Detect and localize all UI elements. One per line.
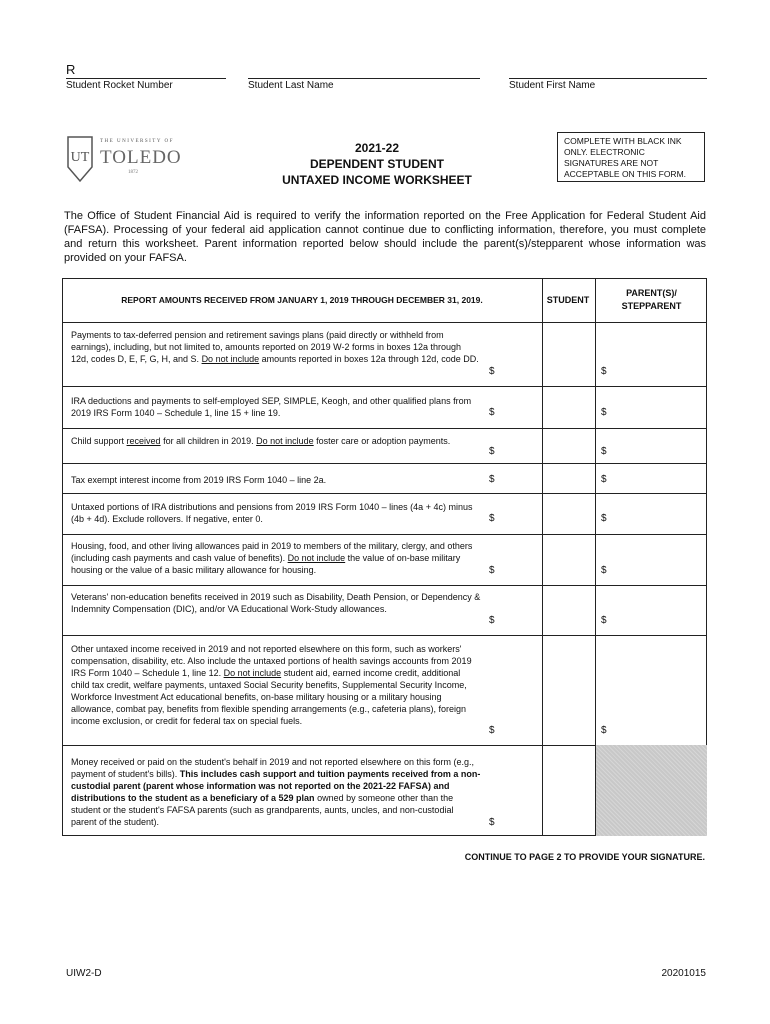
form-title [262, 140, 492, 188]
student-amount-9[interactable]: $ [489, 817, 495, 828]
title-year: 2021-22 [354, 141, 400, 155]
row-other-untaxed-income: Other untaxed income received in 2019 and not reported elsewhere on this form, such as workers' compensation, disability, etc. Also include the untaxed portions of health savings accounts from 2019 IRS Form 1040 – Schedule 1, line 12. Do not include student aid, earned income credit, additional child tax credit, welfare payments, untaxed Social Security benefits, Supplemental Security Income, Workforce Investment Act educational benefits, on-base military housing or a military housing allowance, combat pay, benefits from flexible spending arrangements (e.g., cafeteria plans), foreign income exclusion, or credit for federal tax on special fuels. [71, 644, 472, 726]
parent-amount-1[interactable]: $ [601, 366, 607, 377]
logo-name: TOLEDO [100, 147, 182, 168]
intro-paragraph: The Office of Student Financial Aid is required to verify the information reported on the Free Application for Federal Student Aid (FAFSA). Processing of your federal aid application cannot continue due to conflicting information, therefore, you must complete and return this worksheet. Parent information reported below should include the parent(s)/stepparent whose information was provided on your FAFSA. [64, 210, 706, 264]
rocket-number-field[interactable] [66, 62, 226, 79]
university-logo [66, 135, 182, 185]
student-amount-4[interactable]: $ [489, 474, 495, 485]
shield-icon [66, 135, 94, 183]
student-amount-5[interactable]: $ [489, 513, 495, 524]
first-name-field[interactable] [509, 62, 707, 79]
ink-notice: COMPLETE WITH BLACK INK ONLY. ELECTRONIC SIGNATURES ARE NOT ACCEPTABLE ON THIS FORM. [557, 132, 705, 182]
student-amount-7[interactable]: $ [489, 615, 495, 626]
title-line3: UNTAXED INCOME WORKSHEET [282, 173, 472, 187]
row-tax-exempt-interest: Tax exempt interest income from 2019 IRS Form 1040 – line 2a. [71, 475, 327, 485]
parent-amount-4[interactable]: $ [601, 474, 607, 485]
logo-year: 1872 [128, 170, 138, 175]
parent-amount-2[interactable]: $ [601, 407, 607, 418]
last-name-label: Student Last Name [248, 80, 334, 91]
last-name-field[interactable] [248, 62, 480, 79]
rocket-number-label: Student Rocket Number [66, 80, 173, 91]
first-name-label: Student First Name [509, 80, 596, 91]
student-amount-1[interactable]: $ [489, 366, 495, 377]
date-code: 20201015 [661, 968, 706, 979]
student-amount-3[interactable]: $ [489, 446, 495, 457]
header-student: STUDENT [546, 295, 590, 305]
monogram-text: UT [70, 150, 90, 165]
parent-amount-3[interactable]: $ [601, 446, 607, 457]
row-money-paid-on-behalf: Money received or paid on the student's behalf in 2019 and not reported elsewhere on this form (e.g., payment of student's bills). This includes cash support and tuition payments received from a non-custodial parent (parent whose information was not reported on the 2021-22 FAFSA) and distributions to the student as a beneficiary of a 529 plan owned by someone other than the student or the student's FAFSA parents (such as grandparents, aunts, uncles, and non-custodial parent of the student). [71, 757, 481, 827]
header-parent: PARENT(S)/ STEPPARENT [621, 288, 682, 311]
row-veterans-benefits: Veterans' non-education benefits received in 2019 such as Disability, Death Pension, or Dependency & Indemnity Compensation (DIC), and/or VA Educational Work-Study allowances. [71, 592, 481, 614]
parent-amount-6[interactable]: $ [601, 565, 607, 576]
parent-amount-9-disabled [596, 745, 707, 836]
parent-amount-7[interactable]: $ [601, 615, 607, 626]
parent-amount-5[interactable]: $ [601, 513, 607, 524]
student-amount-8[interactable]: $ [489, 725, 495, 736]
header-report-period: REPORT AMOUNTS RECEIVED FROM JANUARY 1, 2019 THROUGH DECEMBER 31, 2019. [121, 295, 483, 305]
row-retirement-payments: Payments to tax-deferred pension and retirement savings plans (paid directly or withheld from earnings), including, but not limited to, amounts reported on 2019 W-2 forms in boxes 12a through 12d, codes D, E, F, G, H, and S. Do not include amounts reported in boxes 12a through 12d, code DD. [71, 330, 479, 364]
rocket-number-value: R [66, 62, 76, 77]
student-amount-6[interactable]: $ [489, 565, 495, 576]
student-amount-2[interactable]: $ [489, 407, 495, 418]
logo-small-text: THE UNIVERSITY OF [100, 139, 174, 144]
form-id: UIW2-D [66, 968, 102, 979]
row-child-support: Child support received for all children in 2019. Do not include foster care or adoption payments. [71, 436, 451, 446]
title-line2: DEPENDENT STUDENT [309, 157, 444, 171]
row-untaxed-ira-pensions: Untaxed portions of IRA distributions and pensions from 2019 IRS Form 1040 – lines (4a + 4c) minus (4b + 4d). Exclude rollovers. If negative, enter 0. [71, 502, 473, 524]
row-ira-deductions: IRA deductions and payments to self-employed SEP, SIMPLE, Keogh, and other qualified plans from 2019 IRS Form 1040 – Schedule 1, line 15 + line 19. [71, 396, 472, 418]
income-table [62, 278, 707, 836]
parent-amount-8[interactable]: $ [601, 725, 607, 736]
row-living-allowances: Housing, food, and other living allowances paid in 2019 to members of the military, clergy, and others (including cash payments and cash value of benefits). Do not include the value of on-base military housing or the value of a basic military allowance for housing. [71, 541, 473, 575]
continue-note: CONTINUE TO PAGE 2 TO PROVIDE YOUR SIGNATURE. [464, 852, 705, 862]
